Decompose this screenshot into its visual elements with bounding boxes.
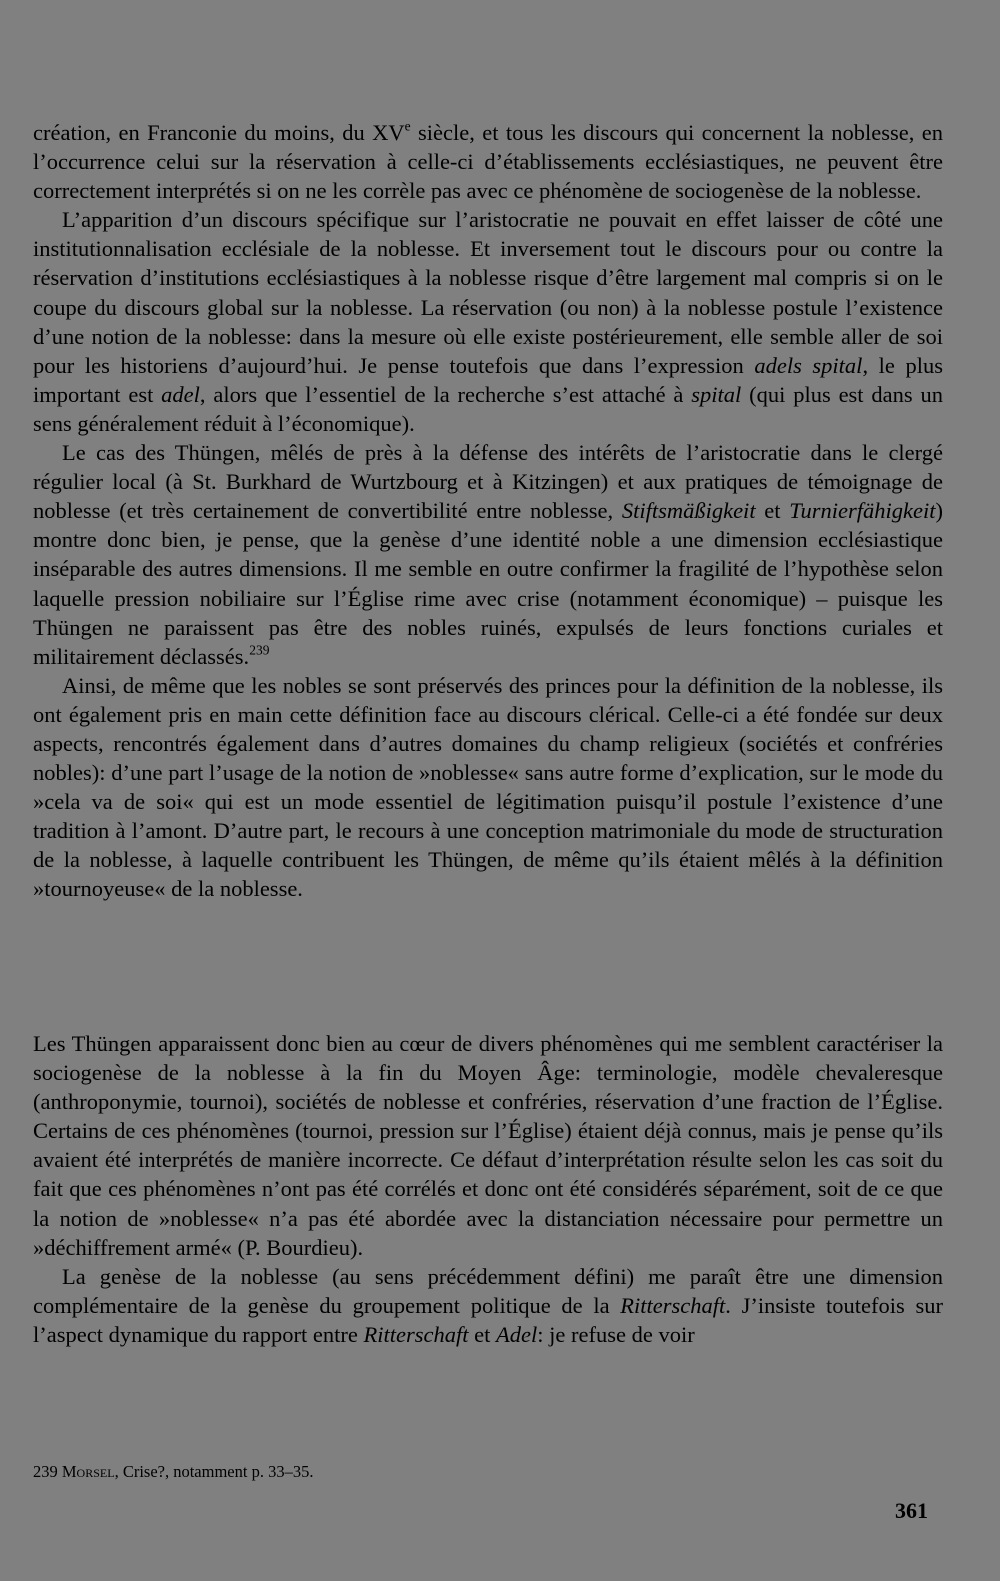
footnote-239 xyxy=(33,1461,633,1483)
italic-term: Ritterschaft xyxy=(363,1321,469,1347)
paragraph xyxy=(33,1262,943,1349)
text-run: : je refuse de voir xyxy=(537,1321,695,1347)
text-run: . J’insiste toutefois sur l’aspect dynamique du rapport entre xyxy=(33,1292,943,1347)
text-run: siècle, et tous les discours qui concernent la noblesse, en l’occurrence celui sur la réservation à celle-ci d’établissements ecclésiastiques, ne peuvent être correctement interprétés si on ne les corrèle pas avec ce phénomène de sociogenèse de la noblesse. xyxy=(33,120,943,204)
italic-term: Stiftsmäßigkeit xyxy=(621,498,756,524)
italic-term: Turnierfähigkeit xyxy=(789,498,936,524)
footnote-text: , Crise?, notamment p. 33–35. xyxy=(114,1462,314,1481)
paragraph xyxy=(33,1029,943,1262)
text-run: Le cas des Thüngen, mêlés de près à la défense des intérêts de l’aristocratie dans le clergé régulier local (à St. Burkhard de Wurtzbourg et à Kitzingen) et aux pratiques de témoignage de noblesse (et très certainement de convertibilité entre noblesse, xyxy=(33,440,943,524)
text-block-main xyxy=(33,118,943,904)
italic-term: adels spital xyxy=(754,352,863,378)
paragraph xyxy=(33,118,943,205)
italic-term: adel xyxy=(161,381,200,407)
text-run: et xyxy=(468,1321,497,1347)
page-number: 361 xyxy=(895,1498,928,1523)
footnote-number: 239 xyxy=(33,1462,58,1481)
footnote-author: Morsel xyxy=(61,1462,115,1481)
paragraph xyxy=(33,205,943,438)
paragraph xyxy=(33,438,943,671)
text-run: , le plus important est xyxy=(33,352,943,407)
text-run: , alors que l’essentiel de la recherche s’est attaché à xyxy=(199,381,692,407)
text-run: Les Thüngen apparaissent donc bien au cœur de divers phénomènes qui me semblent caractériser la sociogenèse de la noblesse à la fin du Moyen Âge: terminologie, modèle chevaleresque (anthroponymie, tournoi), sociétés de noblesse et confréries, réservation d’une fraction de l’Église. Certains de ces phénomènes (tournoi, pression sur l’Église) étaient déjà connus, mais je pense qu’ils avaient été interprétés de manière incorrecte. Ce défaut d’interprétation résulte selon les cas soit du fait que ces phénomènes n’ont pas été corrélés et donc ont été considérés séparément, soit de ce que la notion de »noblesse« n’a pas été abordée avec la distanciation nécessaire pour permettre un »déchiffrement armé« (P. Bourdieu). xyxy=(33,1031,943,1260)
text-run: L’apparition d’un discours spécifique sur l’aristocratie ne pouvait en effet laisser de côté une institutionnalisation ecclésiale de la noblesse. Et inversement tout le discours pour ou contre la réservation d’institutions ecclésiastiques à la noblesse risque d’être largement mal compris si on le coupe du discours global sur la noblesse. La réservation (ou non) à la noblesse postule l’existence d’une notion de la noblesse: dans la mesure où elle existe postérieurement, elle semble aller de soi pour les historiens d’aujourd’hui. Je pense toutefois que dans l’expression xyxy=(33,207,943,378)
text-run: La genèse de la noblesse (au sens précédemment défini) me paraît être une dimension complémentaire de la genèse du groupement politique de la xyxy=(33,1263,943,1318)
text-run: création, en Franconie du moins, du XV xyxy=(33,120,405,145)
italic-term: Adel xyxy=(496,1321,538,1347)
text-run: et xyxy=(755,498,790,524)
text-run: Ainsi, de même que les nobles se sont préservés des princes pour la définition de la noblesse, ils ont également pris en main cette définition face au discours clérical. Celle-ci a été fondée sur deux aspects, rencontrés également dans d’autres domaines du champ religieux (sociétés et confréries nobles): d’une part l’usage de la notion de »noblesse« sans autre forme d’explication, sur le mode du »cela va de soi« qui est un mode essentiel de légitimation puisqu’il postule l’existence d’une tradition à l’amont. D’autre part, le recours à une conception matrimoniale du mode de structuration de la noblesse, à laquelle contribuent les Thüngen, de même qu’ils étaient mêlés à la définition »tournoyeuse« de la noblesse. xyxy=(33,672,943,902)
italic-term: Ritterschaft xyxy=(620,1292,726,1318)
superscript: 239 xyxy=(249,642,270,658)
text-run: (qui plus est dans un sens généralement réduit à l’économique). xyxy=(33,381,943,436)
paragraph xyxy=(33,671,943,904)
superscript: e xyxy=(404,118,411,134)
italic-term: spital xyxy=(691,381,742,407)
text-block-conclusion xyxy=(33,1029,943,1349)
text-run: ) montre donc bien, je pense, que la genèse d’une identité noble a une dimension ecclésiastique inséparable des autres dimensions. Il me semble en outre confirmer la fragilité de l’hypothèse selon laquelle pression nobiliaire sur l’Église rime avec crise (notamment économique) – puisque les Thüngen ne paraissent pas être des nobles ruinés, expulsés de leurs fonctions curiales et militairement déclassés. xyxy=(33,498,943,669)
